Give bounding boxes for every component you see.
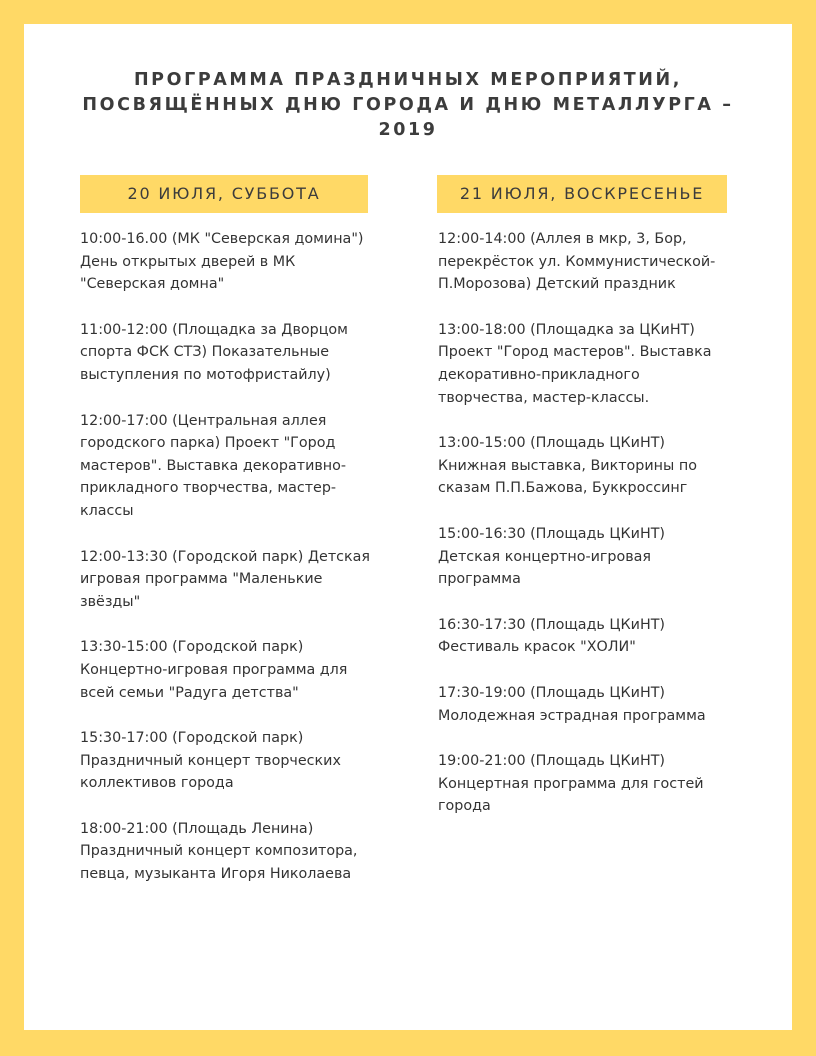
event-item: 18:00-21:00 (Площадь Ленина) Праздничный концерт композитора, певца, музыканта Игоря Николаева bbox=[80, 820, 358, 883]
day-header-sunday: 21 ИЮЛЯ, ВОСКРЕСЕНЬЕ bbox=[437, 175, 727, 213]
event-item: 11:00-12:00 (Площадка за Дворцом спорта ФСК СТЗ) Показательные выступления по мотофристайлу) bbox=[80, 321, 348, 383]
page-title bbox=[24, 68, 792, 143]
event-item: 15:00-16:30 (Площадь ЦКиНТ) Детская концертно-игровая программа bbox=[438, 525, 666, 588]
event-item: 12:00-14:00 (Аллея в мкр, 3, Бор, перекрёсток ул. Коммунистической- П.Морозова) Детский праздник bbox=[438, 231, 716, 293]
title-line-2: ПОСВЯЩЁННЫХ ДНЮ ГОРОДА И ДНЮ МЕТАЛЛУРГА – bbox=[82, 95, 734, 115]
schedule-column-sunday bbox=[438, 228, 738, 841]
title-line-3: 2019 bbox=[378, 120, 438, 140]
event-item: 13:00-18:00 (Площадка за ЦКиНТ) Проект "Город мастеров". Выставка декоративно-прикладного творчества, мастер-классы. bbox=[438, 321, 712, 406]
event-item: 15:30-17:00 (Городской парк) Праздничный концерт творческих коллективов города bbox=[80, 730, 341, 792]
event-item: 12:00-13:30 (Городской парк) Детская игровая программа "Маленькие звёзды" bbox=[80, 548, 371, 610]
event-item: 17:30-19:00 (Площадь ЦКиНТ) Молодежная эстрадная программа bbox=[438, 684, 706, 724]
event-item: 16:30-17:30 (Площадь ЦКиНТ) Фестиваль красок "ХОЛИ" bbox=[438, 616, 666, 656]
event-item: 10:00-16.00 (МК "Северская домина") День открытых дверей в МК "Северская домна" bbox=[80, 231, 364, 293]
schedule-column-saturday bbox=[80, 228, 380, 909]
event-item: 13:30-15:00 (Городской парк) Концертно-игровая программа для всей семьи "Радуга детства" bbox=[80, 639, 348, 701]
page-sheet bbox=[24, 24, 792, 1030]
day-header-saturday: 20 ИЮЛЯ, СУББОТА bbox=[80, 175, 368, 213]
event-item: 13:00-15:00 (Площадь ЦКиНТ) Книжная выставка, Викторины по сказам П.П.Бажова, Буккроссинг bbox=[438, 435, 697, 497]
event-item: 19:00-21:00 (Площадь ЦКиНТ) Концертная программа для гостей города bbox=[438, 753, 704, 815]
title-line-1: ПРОГРАММА ПРАЗДНИЧНЫХ МЕРОПРИЯТИЙ, bbox=[133, 70, 683, 90]
event-item: 12:00-17:00 (Центральная аллея городского парка) Проект "Город мастеров". Выставка декоративно- прикладного творчества, мастер- классы bbox=[80, 412, 347, 519]
